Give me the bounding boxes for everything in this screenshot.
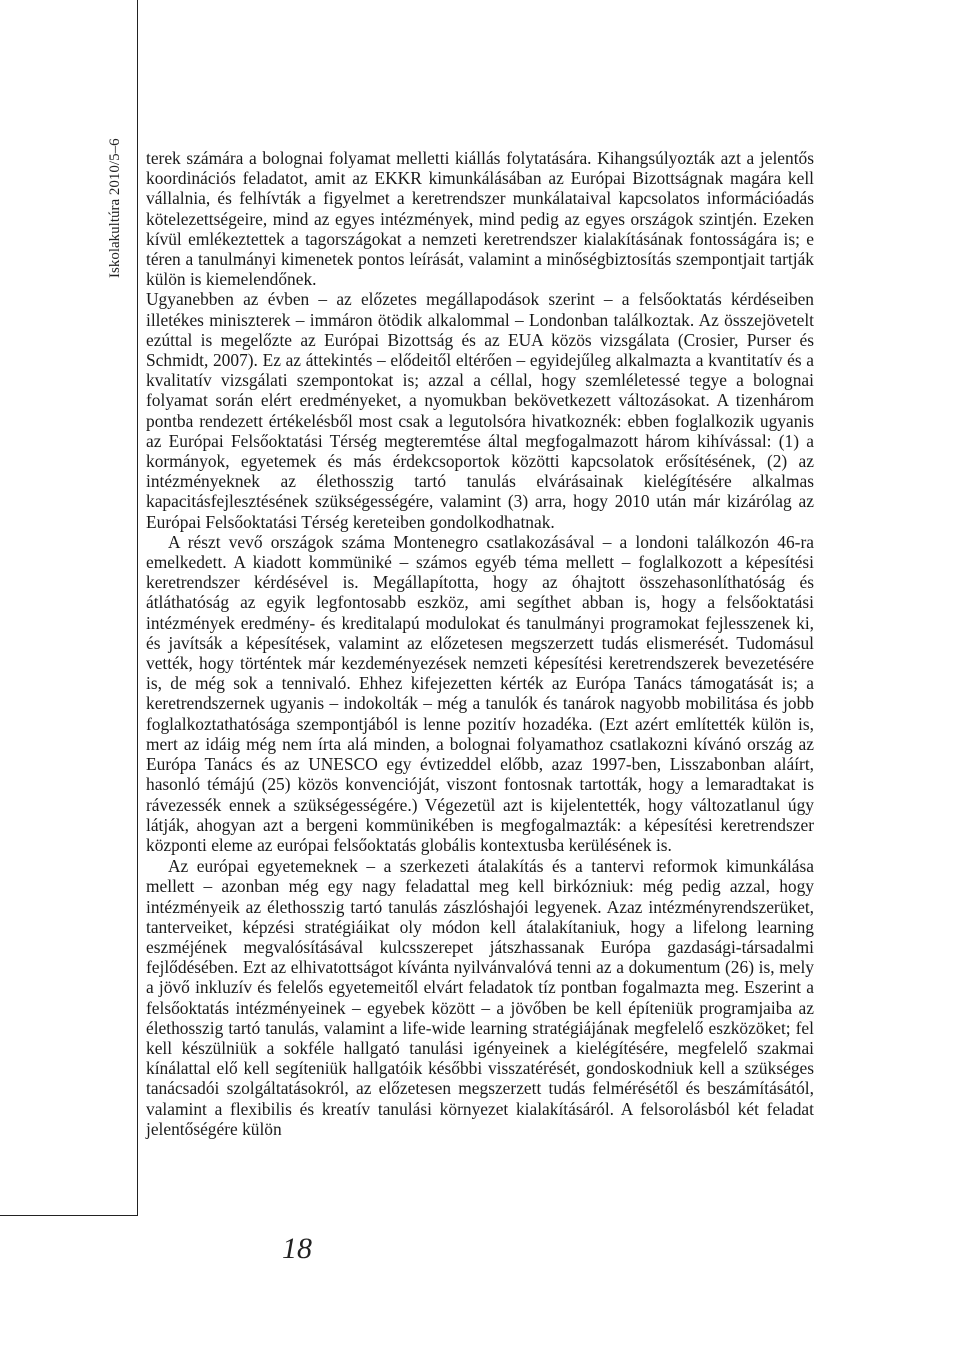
paragraph-3: A részt vevő országok száma Montenegro csatlakozásával – a londoni találkozón 46-ra emelkedett. A kiadott kommüniké – számos egyéb téma mellett – foglalkozott a képesítési keretrendszer kérdésével is. Megállapította, hogy az óhajtott összehasonlíthatóság és átláthatóság az egyik legfontosabb eszköz, ami segíthet abban is, hogy a felsőoktatási intézmények eredmény- és kreditalapú modulokat és tanulmányi programokat fejlesszenek ki, és javítsák a képesítések, valamint az előzetesen megszerzett tudás elismerését. Tudomásul vették, hogy történtek már kezdeményezések nemzeti képesítési keretrendszerek bevezetésére is, de még sok a tennivaló. Ehhez kifejezetten kérték az Európa Tanács támogatását is; a keretrendszernek ugyanis – indokolták – még a tanulók és tanárok nagyobb mobilitása és jobb foglalkoztathatósága szempontjából is lenne pozitív hozadéka. (Ezt azért említették külön is, mert az idáig még nem írta alá minden, a bolognai folyamathoz csatlakozni kívánó ország az Európa Tanács és az UNESCO egy évtizeddel előbb, azaz 1997-ben, Lisszabonban aláírt, hasonló témájú (25) közös konvencióját, viszont fontosnak tartották, hogy a lemaradtakat is rávezessék ennek a szükségességére.) Végezetül azt is kijelentették, hogy változatlanul úgy látják, ahogyan azt a bergeni kommünikében is megfogalmazták: a képesítési keretrendszer központi eleme az európai felsőoktatás globális kontextusba kerülésének is.: [146, 531, 814, 855]
paragraph-2: Ugyanebben az évben – az előzetes megállapodások szerint – a felsőoktatás kérdéseiben illetékes miniszterek – immáron ötödik alkalommal – Londonban találkoztak. Az összejövetelt ezúttal is megelőzte az Európai Bizottság és az EUA közös vizsgálata (Crosier, Purser és Schmidt, 2007). Ez az áttekintés – elődeitől eltérően – egyidejűleg alkalmazta a kvantitatív és a kvalitatív vizsgálati szempontokat is; azzal a céllal, hogy szemléletessé tegye a bolognai folyamat során elért eredményeket, a nyomukban bekövetkezett változásokat. A tizenhárom pontba rendezett értékelésből most csak a legutolsóra hivatkoznék: ebben foglalkozik ugyanis az Európai Felsőoktatási Térség megteremtése által megfogalmazott három kihívással: (1) a kormányok, egyetemek és más érdekcsoportok közötti kapcsolatok erősítésének, (2) az intézményeknek az élethosszig tartó tanulás elvárásainak kielégítésére alkalmas kapacitásfejlesztésének szükségességére, valamint (3) arra, hogy 2010 után már kizárólag az Európai Felsőoktatási Térség kereteiben gondolkodhatnak.: [146, 289, 814, 532]
page-number: 18: [282, 1232, 312, 1265]
paragraph-4: Az európai egyetemeknek – a szerkezeti átalakítás és a tantervi reformok kimunkálása mellett – azonban még egy nagy feladattal meg kell birkózniuk: még pedig azzal, hogy intézményeik az élethosszig tartó tanulás zászlóshajói legyenek. Azaz intézményrendszerüket, tanterveiket, képzési stratégiáikat oly módon kell átalakítaniuk, hogy a lifelong learning eszméjének megvalósításával kulcsszerepet játszhassanak Európa gazdasági-társadalmi fejlődésében. Ezt az elhivatottságot kívánta nyilvánvalóvá tenni az a dokumentum (26) is, mely a jövő inkluzív és felelős egyetemeitől elvárt feladatok tíz pontban fogalmazta meg. Eszerint a felsőoktatás intézményeinek – egyebek között – a jövőben be kell építeniük programjaiba az élethosszig tartó tanulás, valamint a life-wide learning stratégiájának megfelelő eszközöket; fel kell készülniük a sokféle hallgató tanulási igényeinek a kielégítésére, megfelelő szakmai kínálattal elő kell segíteniük hallgatóik későbbi visszatérését, gondoskodniuk kell a szükséges tanácsadói szolgáltatásokról, az előzetesen megszerzett tudás felmérésétől és beszámításától, valamint a flexibilis és kreatív tanulási környezet kialakításáról. A felsorolásból két feladat jelentőségére külön: [146, 856, 814, 1139]
paragraph-1: terek számára a bolognai folyamat melletti kiállás folytatására. Kihangsúlyozták azt a jelentős koordinációs feladatot, amit az EKKR kimunkálásában az Európai Bizottságnak magára kell vállalnia, és felhívták a figyelmet a keretrendszer munkálataival kapcsolatos információadás kötelezettségeire, mind az egyes intézmények, mind pedig az egyes országok szintjén. Ezeken kívül emlékeztettek a tagországokat a nemzeti keretrendszer kialakításának fontosságára is; e téren a tanulmányi kimenetek pontos leírását, valamint a minőségbiztosítás szempontjait tartják külön is kiemelendőnek.: [146, 148, 814, 290]
article-body: [146, 148, 814, 1139]
running-header: Iskolakultúra 2010/5–6: [107, 138, 123, 278]
